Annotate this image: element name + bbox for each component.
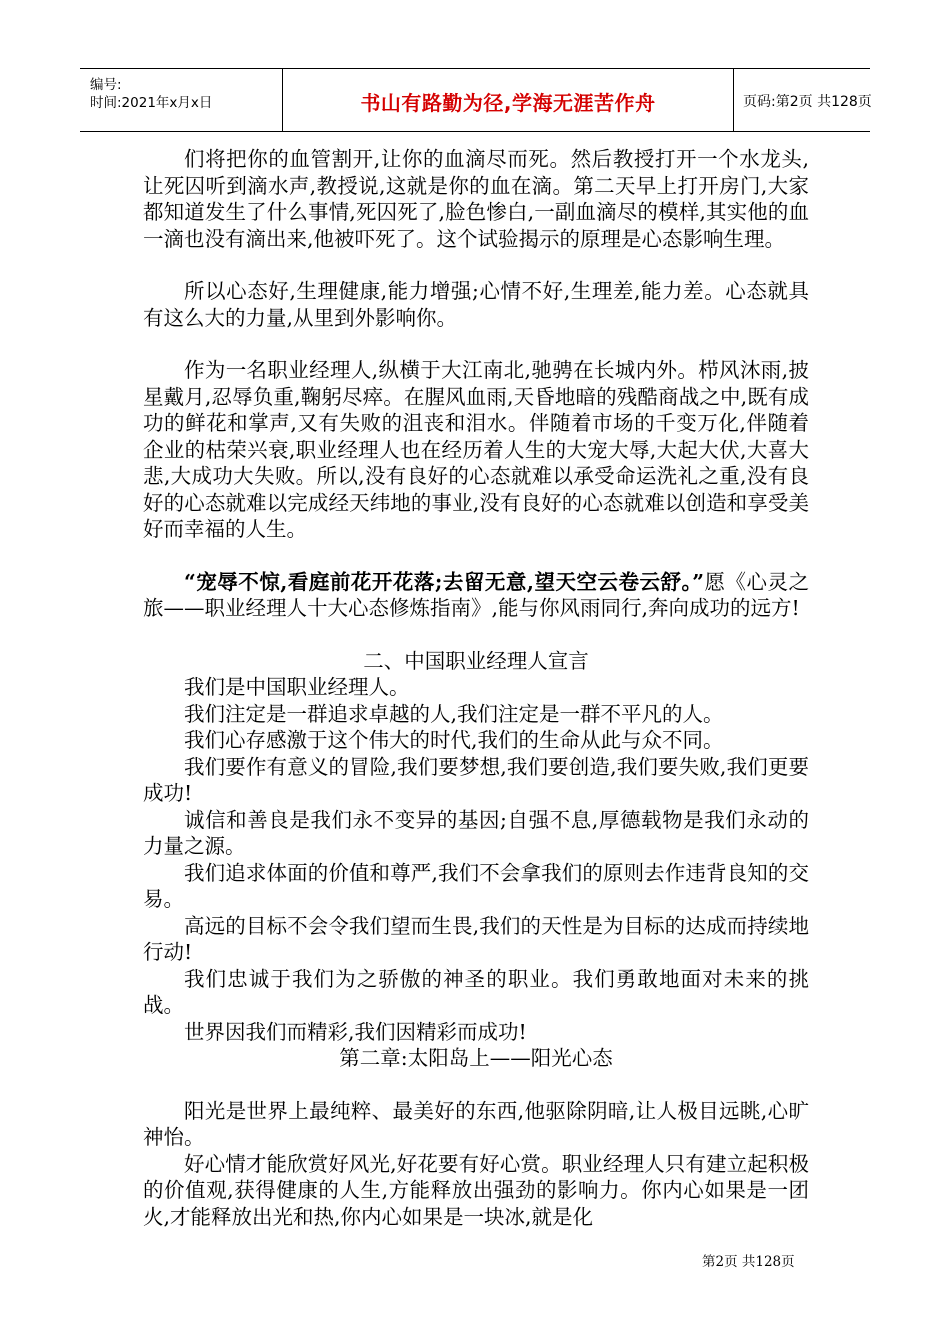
- document-time: 时间:2021年x月x日: [90, 95, 213, 111]
- bold-quote: “宠辱不惊,看庭前花开花落;去留无意,望天空云卷云舒。”: [184, 569, 705, 594]
- manifesto-line: 诚信和善良是我们永不变异的基因;自强不息,厚德载物是我们永动的力量之源。: [143, 807, 809, 858]
- paragraph-manager: 作为一名职业经理人,纵横于大江南北,驰骋在长城内外。栉风沐雨,披星戴月,忍辱负重,鞠躬尽瘁。在腥风血雨,天昏地暗的残酷商战之中,既有成功的鲜花和掌声,又有失败的沮丧和泪水。伴随着市场的千变万化,伴随着企业的枯荣兴衰,职业经理人也在经历着人生的大宠大辱,大起大伏,大喜大悲,大成功大失败。所以,没有良好的心态就难以承受命运洗礼之重,没有良好的心态就难以完成经天纬地的事业,没有良好的心态就难以创造和享受美好而幸福的人生。: [143, 358, 809, 541]
- document-code: 编号:: [90, 77, 122, 93]
- paragraph-mindset: 所以心态好,生理健康,能力增强;心情不好,生理差,能力差。心态就具有这么大的力量,从里到外影响你。: [143, 279, 809, 330]
- header-motto-cell: [282, 69, 734, 131]
- paragraph-quote: [143, 569, 809, 622]
- manifesto-title: 二、中国职业经理人宣言: [363, 648, 589, 673]
- manifesto-line: 我们是中国职业经理人。: [184, 675, 410, 699]
- document-body: [143, 146, 809, 1230]
- chapter-title: 第二章:太阳岛上——阳光心态: [339, 1046, 613, 1070]
- manifesto-line: 世界因我们而精彩,我们因精彩而成功!: [184, 1019, 527, 1044]
- paragraph-good-mood: 好心情才能欣赏好风光,好花要有好心赏。职业经理人只有建立起积极的价值观,获得健康的人生,方能释放出强劲的影响力。你内心如果是一团火,才能释放出光和热,你内心如果是一块冰,就是化: [143, 1151, 809, 1229]
- page-header: [80, 68, 870, 132]
- manifesto-line: 高远的目标不会令我们望而生畏,我们的天性是为目标的达成而持续地行动!: [143, 913, 809, 964]
- manifesto-line: 我们追求体面的价值和尊严,我们不会拿我们的原则去作违背良知的交易。: [143, 860, 809, 911]
- page-footer: 第2页 共128页: [702, 1254, 795, 1270]
- header-page-number: 页码:第2页 共128页: [743, 94, 872, 110]
- manifesto-line: 我们注定是一群追求卓越的人,我们注定是一群不平凡的人。: [184, 701, 724, 726]
- paragraph-sunshine: 阳光是世界上最纯粹、最美好的东西,他驱除阴暗,让人极目远眺,心旷神怡。: [143, 1098, 809, 1149]
- paragraph-experiment: 们将把你的血管割开,让你的血滴尽而死。然后教授打开一个水龙头,让死囚听到滴水声,教授说,这就是你的血在滴。第二天早上打开房门,大家都知道发生了什么事情,死囚死了,脸色惨白,一副血滴尽的模样,其实他的血一滴也没有滴出来,他被吓死了。这个试验揭示的原理是心态影响生理。: [143, 147, 809, 251]
- manifesto-line: 我们忠诚于我们为之骄傲的神圣的职业。我们勇敢地面对未来的挑战。: [143, 966, 809, 1017]
- manifesto-line: 我们心存感激于这个伟大的时代,我们的生命从此与众不同。: [184, 728, 724, 752]
- manifesto-line: 我们要作有意义的冒险,我们要梦想,我们要创造,我们要失败,我们更要成功!: [143, 754, 809, 805]
- quote-continuation: 愿《心灵之旅——职业经理人十大心态修炼指南》,能与你风雨同行,奔向成功的远方!: [143, 569, 809, 620]
- header-meta-cell: [80, 69, 282, 131]
- header-motto: 书山有路勤为径,学海无涯苦作舟: [360, 91, 656, 115]
- header-page-cell: [733, 69, 870, 131]
